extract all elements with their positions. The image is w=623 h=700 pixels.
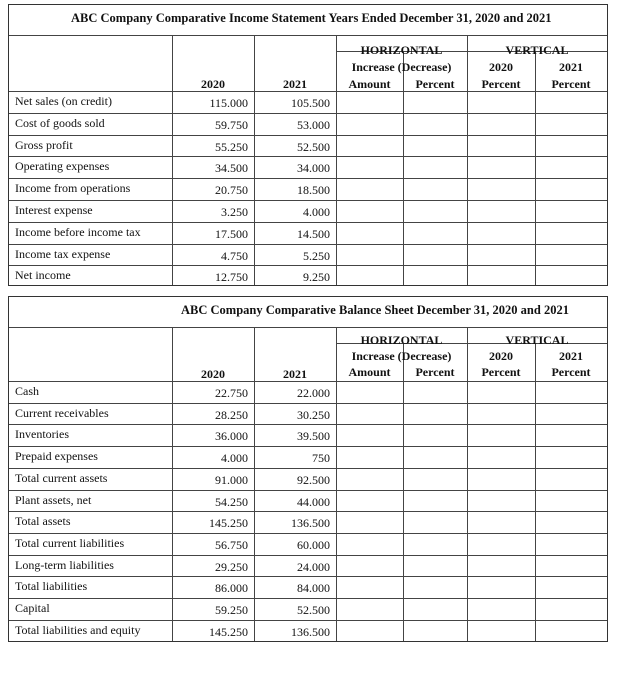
vertical-percent-2020-header: Percent — [481, 365, 521, 379]
answer-cell[interactable] — [404, 447, 466, 467]
value-2020: 86.000 — [215, 581, 248, 596]
increase-decrease-header: Increase (Decrease) — [351, 349, 452, 363]
value-2021: 30.250 — [297, 407, 330, 422]
answer-cell[interactable] — [536, 136, 606, 156]
answer-cell[interactable] — [536, 577, 606, 597]
value-2020: 17.500 — [215, 226, 248, 241]
value-2020: 4.750 — [221, 248, 248, 263]
grid-line — [254, 35, 255, 285]
answer-cell[interactable] — [468, 556, 534, 576]
answer-cell[interactable] — [404, 266, 466, 286]
answer-cell[interactable] — [536, 157, 606, 177]
answer-cell[interactable] — [468, 223, 534, 243]
row-label: Net income — [15, 268, 71, 283]
answer-cell[interactable] — [536, 266, 606, 286]
value-2021: 52.500 — [297, 139, 330, 154]
value-2020: 91.000 — [215, 472, 248, 487]
value-2021: 136.500 — [291, 624, 330, 639]
value-2020: 3.250 — [221, 205, 248, 219]
answer-cell[interactable] — [404, 245, 466, 265]
answer-cell[interactable] — [404, 512, 466, 532]
value-2020: 4.000 — [221, 451, 248, 466]
answer-cell[interactable] — [468, 469, 534, 489]
answer-cell[interactable] — [404, 157, 466, 177]
year-2020-header: 2020 — [201, 367, 225, 381]
answer-cell[interactable] — [337, 621, 402, 641]
answer-cell[interactable] — [337, 469, 402, 489]
answer-cell[interactable] — [536, 556, 606, 576]
answer-cell[interactable] — [536, 382, 606, 402]
value-2021: 34.000 — [297, 161, 330, 176]
answer-cell[interactable] — [337, 157, 402, 177]
balance-sheet-table — [8, 296, 608, 642]
row-label: Prepaid expenses — [15, 449, 98, 464]
answer-cell[interactable] — [404, 382, 466, 402]
row-label: Current receivables — [15, 405, 109, 420]
answer-cell[interactable] — [337, 114, 402, 134]
balance-title: ABC Company Comparative Balance Sheet December 31, 2020 and 2021 — [181, 303, 569, 317]
answer-cell[interactable] — [536, 469, 606, 489]
value-2020: 54.250 — [215, 494, 248, 509]
answer-cell[interactable] — [404, 621, 466, 641]
answer-cell[interactable] — [468, 599, 534, 619]
answer-cell[interactable] — [337, 179, 402, 199]
vertical-percent-2020-header: Percent — [481, 77, 521, 91]
value-2020: 55.250 — [215, 139, 248, 154]
answer-cell[interactable] — [536, 114, 606, 134]
value-2021: 22.000 — [297, 386, 330, 400]
answer-cell[interactable] — [337, 92, 402, 112]
row-label: Net sales (on credit) — [15, 94, 112, 108]
answer-cell[interactable] — [404, 556, 466, 576]
value-2020: 34.500 — [215, 161, 248, 176]
row-label: Capital — [15, 601, 50, 615]
value-2021: 39.500 — [297, 429, 330, 444]
amount-header: Amount — [348, 77, 391, 91]
answer-cell[interactable] — [468, 447, 534, 467]
row-label: Total liabilities — [15, 579, 88, 594]
answer-cell[interactable] — [468, 382, 534, 402]
answer-cell[interactable] — [337, 425, 402, 445]
value-2021: 24.000 — [297, 559, 330, 574]
grid-line — [9, 327, 607, 328]
answer-cell[interactable] — [468, 266, 534, 286]
row-label: Total liabilities and equity — [15, 622, 141, 637]
answer-cell[interactable] — [536, 491, 606, 511]
answer-cell[interactable] — [337, 512, 402, 532]
value-2021: 4.000 — [303, 205, 330, 219]
vertical-percent-2021-header: Percent — [551, 365, 591, 379]
value-2020: 20.750 — [215, 183, 248, 198]
answer-cell[interactable] — [468, 534, 534, 554]
value-2020: 145.250 — [209, 624, 248, 639]
grid-line — [172, 35, 173, 285]
answer-cell[interactable] — [536, 534, 606, 554]
answer-cell[interactable] — [468, 491, 534, 511]
row-label: Total current assets — [15, 470, 108, 485]
answer-cell[interactable] — [468, 245, 534, 265]
answer-cell[interactable] — [468, 512, 534, 532]
value-2021: 18.500 — [297, 183, 330, 198]
year-2021-header: 2021 — [283, 367, 307, 381]
answer-cell[interactable] — [404, 404, 466, 424]
row-label: Cost of goods sold — [15, 115, 105, 130]
row-label: Total current liabilities — [15, 535, 125, 550]
row-label: Interest expense — [15, 203, 93, 217]
value-2020: 59.750 — [215, 117, 248, 132]
row-label: Income from operations — [15, 181, 131, 196]
value-2021: 5.250 — [303, 248, 330, 263]
answer-cell[interactable] — [337, 266, 402, 286]
answer-cell[interactable] — [536, 245, 606, 265]
answer-cell[interactable] — [404, 469, 466, 489]
value-2020: 36.000 — [215, 429, 248, 444]
horizontal-percent-header: Percent — [415, 365, 455, 379]
value-2021: 14.500 — [297, 226, 330, 241]
grid-line — [9, 35, 607, 36]
answer-cell[interactable] — [337, 556, 402, 576]
answer-cell[interactable] — [337, 201, 402, 221]
answer-cell[interactable] — [536, 447, 606, 467]
answer-cell[interactable] — [337, 447, 402, 467]
answer-cell[interactable] — [404, 179, 466, 199]
answer-cell[interactable] — [536, 223, 606, 243]
answer-cell[interactable] — [536, 425, 606, 445]
value-2021: 52.500 — [297, 603, 330, 617]
row-label: Income before income tax — [15, 224, 141, 239]
value-2021: 136.500 — [291, 516, 330, 531]
value-2021: 92.500 — [297, 472, 330, 487]
vertical-2020-header: 2020 — [489, 349, 513, 363]
value-2020: 145.250 — [209, 516, 248, 531]
answer-cell[interactable] — [536, 92, 606, 112]
answer-cell[interactable] — [337, 245, 402, 265]
horizontal-header: HORIZONTAL — [360, 333, 443, 347]
row-label: Plant assets, net — [15, 492, 92, 507]
answer-cell[interactable] — [404, 201, 466, 221]
value-2021: 9.250 — [303, 270, 330, 285]
answer-cell[interactable] — [468, 92, 534, 112]
answer-cell[interactable] — [337, 534, 402, 554]
vertical-2021-header: 2021 — [559, 349, 583, 363]
value-2020: 28.250 — [215, 407, 248, 422]
year-2021-header: 2021 — [283, 77, 307, 91]
answer-cell[interactable] — [468, 621, 534, 641]
answer-cell[interactable] — [337, 136, 402, 156]
year-2020-header: 2020 — [201, 77, 225, 91]
vertical-2020-header: 2020 — [489, 60, 513, 74]
answer-cell[interactable] — [468, 157, 534, 177]
answer-cell[interactable] — [468, 136, 534, 156]
answer-cell[interactable] — [404, 114, 466, 134]
value-2021: 60.000 — [297, 537, 330, 552]
horizontal-header: HORIZONTAL — [360, 43, 443, 57]
value-2021: 750 — [312, 451, 330, 466]
value-2020: 22.750 — [215, 386, 248, 400]
answer-cell[interactable] — [536, 179, 606, 199]
increase-decrease-header: Increase (Decrease) — [351, 60, 452, 74]
answer-cell[interactable] — [468, 114, 534, 134]
value-2020: 59.250 — [215, 603, 248, 617]
answer-cell[interactable] — [404, 491, 466, 511]
answer-cell[interactable] — [404, 577, 466, 597]
vertical-2021-header: 2021 — [559, 60, 583, 74]
income-title: ABC Company Comparative Income Statement Years Ended December 31, 2020 and 2021 — [71, 11, 552, 25]
value-2020: 115.000 — [209, 96, 248, 110]
value-2021: 84.000 — [297, 581, 330, 596]
value-2020: 12.750 — [215, 270, 248, 285]
answer-cell[interactable] — [404, 425, 466, 445]
value-2020: 56.750 — [215, 537, 248, 552]
answer-cell[interactable] — [536, 599, 606, 619]
row-label: Gross profit — [15, 137, 73, 152]
answer-cell[interactable] — [337, 382, 402, 402]
answer-cell[interactable] — [536, 512, 606, 532]
answer-cell[interactable] — [468, 201, 534, 221]
value-2021: 53.000 — [297, 117, 330, 132]
answer-cell[interactable] — [404, 136, 466, 156]
vertical-header: VERTICAL — [505, 333, 569, 347]
answer-cell[interactable] — [468, 179, 534, 199]
vertical-percent-2021-header: Percent — [551, 77, 591, 91]
answer-cell[interactable] — [337, 404, 402, 424]
row-label: Long-term liabilities — [15, 557, 114, 572]
answer-cell[interactable] — [404, 223, 466, 243]
answer-cell[interactable] — [468, 425, 534, 445]
row-label: Inventories — [15, 427, 69, 442]
row-label: Operating expenses — [15, 159, 110, 174]
value-2021: 105.500 — [291, 96, 330, 110]
horizontal-percent-header: Percent — [415, 77, 455, 91]
row-label: Cash — [15, 384, 39, 398]
amount-header: Amount — [348, 365, 391, 379]
vertical-header: VERTICAL — [505, 43, 569, 57]
answer-cell[interactable] — [404, 92, 466, 112]
answer-cell[interactable] — [536, 404, 606, 424]
answer-cell[interactable] — [337, 599, 402, 619]
row-label: Total assets — [15, 514, 71, 529]
value-2021: 44.000 — [297, 494, 330, 509]
answer-cell[interactable] — [536, 201, 606, 221]
row-label: Income tax expense — [15, 246, 111, 261]
answer-cell[interactable] — [536, 621, 606, 641]
income-statement-table — [8, 4, 608, 286]
answer-cell[interactable] — [468, 577, 534, 597]
answer-cell[interactable] — [337, 577, 402, 597]
answer-cell[interactable] — [404, 599, 466, 619]
answer-cell[interactable] — [404, 534, 466, 554]
answer-cell[interactable] — [337, 223, 402, 243]
answer-cell[interactable] — [337, 491, 402, 511]
value-2020: 29.250 — [215, 559, 248, 574]
answer-cell[interactable] — [468, 404, 534, 424]
